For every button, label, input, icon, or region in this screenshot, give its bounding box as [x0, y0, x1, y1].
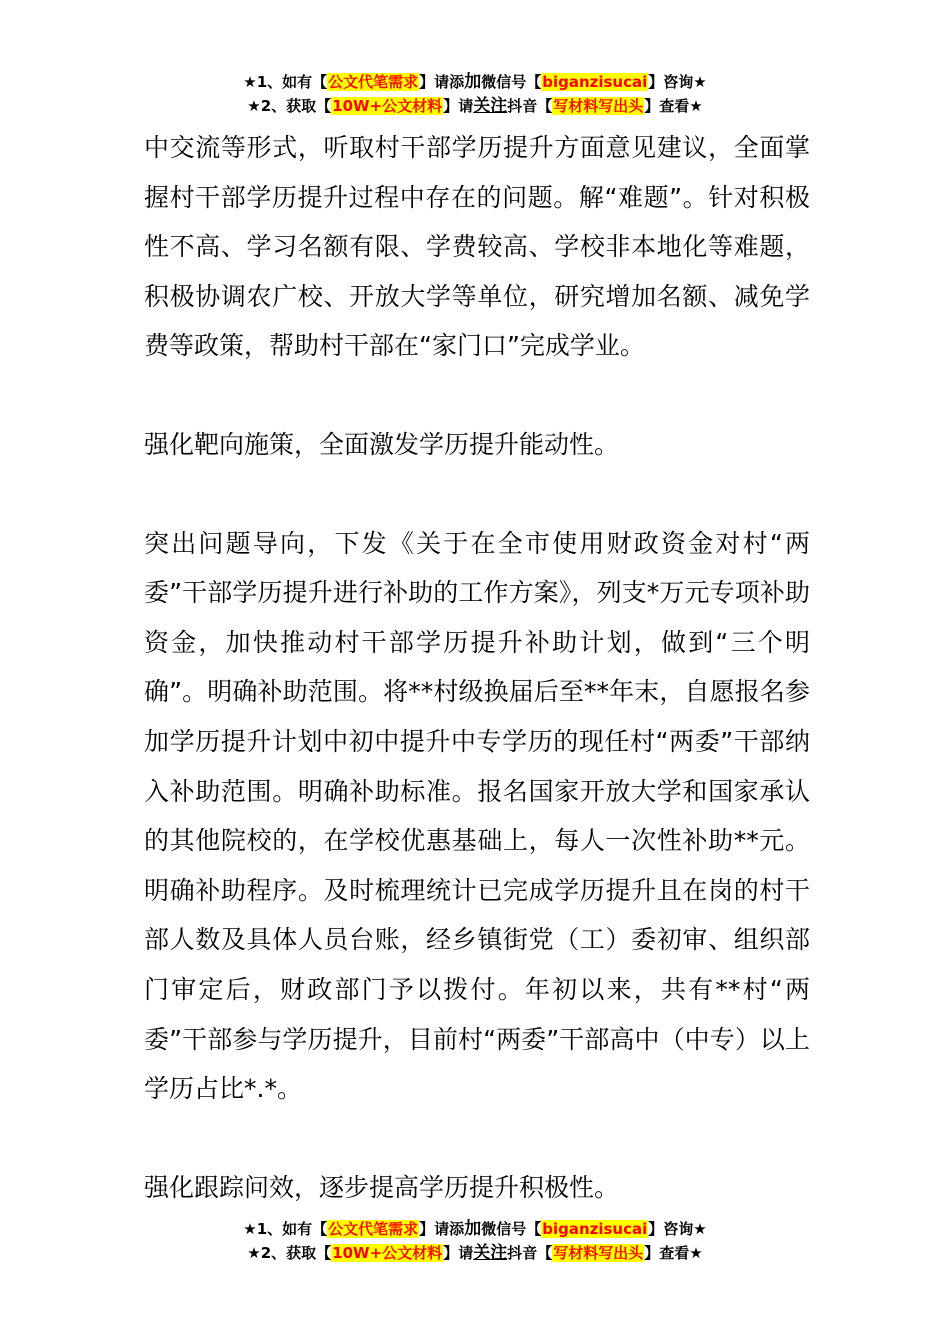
paragraph-1: 中交流等形式，听取村干部学历提升方面意见建议，全面掌握村干部学历提升过程中存在的问题。解“难题”。针对积极性不高、学习名额有限、学费较高、学校非本地化等难题，积极协调农广校、开放大学等单位，研究增加名额、减免学费等政策，帮助村干部在“家门口”完成学业。	[144, 133, 810, 361]
paragraph-2: 突出问题导向，下发《关于在全市使用财政资金对村“两委”干部学历提升进行补助的工作方案》，列支*万元专项补助资金，加快推动村干部学历提升补助计划，做到“三个明确”。明确补助范围。将**村级换届后至**年末，自愿报名参加学历提升计划中初中提升中专学历的现任村“两委”干部纳入补助范围。明确补助标准。报名国家开放大学和国家承认的其他院校的，在学校优惠基础上，每人一次性补助**元。明确补助程序。及时梳理统计已完成学历提升且在岗的村干部人数及具体人员台账，经乡镇街党（工）委初审、组织部门审定后，财政部门予以拨付。年初以来，共有**村“两委”干部参与学历提升，目前村“两委”干部高中（中专）以上学历占比*.*。	[144, 528, 810, 1104]
footer-highlight-service: 公文代笔需求	[328, 1220, 419, 1238]
header-banner	[0, 70, 950, 118]
document-body	[144, 123, 810, 1212]
banner-line-1: ★1、如有【公文代笔需求】请添加微信号【biganzisucai】咨询★	[243, 72, 707, 92]
highlight-materials: 10W+公文材料	[332, 97, 443, 115]
footer-banner-line-2: ★2、获取【10W+公文材料】请关注抖音【写材料写出头】查看★	[247, 1243, 703, 1263]
footer-highlight-materials: 10W+公文材料	[332, 1244, 443, 1262]
banner-line-2: ★2、获取【10W+公文材料】请关注抖音【写材料写出头】查看★	[247, 96, 703, 116]
highlight-douyin: 写材料写出头	[553, 97, 644, 115]
footer-banner	[0, 1217, 950, 1265]
section-heading-2: 强化跟踪问效，逐步提高学历提升积极性。	[144, 1172, 620, 1202]
section-heading-1: 强化靶向施策，全面激发学历提升能动性。	[144, 429, 620, 459]
highlight-wechat-id: biganzisucai	[542, 73, 648, 91]
highlight-service: 公文代笔需求	[328, 73, 419, 91]
footer-banner-line-1: ★1、如有【公文代笔需求】请添加微信号【biganzisucai】咨询★	[243, 1219, 707, 1239]
footer-highlight-douyin: 写材料写出头	[553, 1244, 644, 1262]
footer-highlight-wechat-id: biganzisucai	[542, 1220, 648, 1238]
